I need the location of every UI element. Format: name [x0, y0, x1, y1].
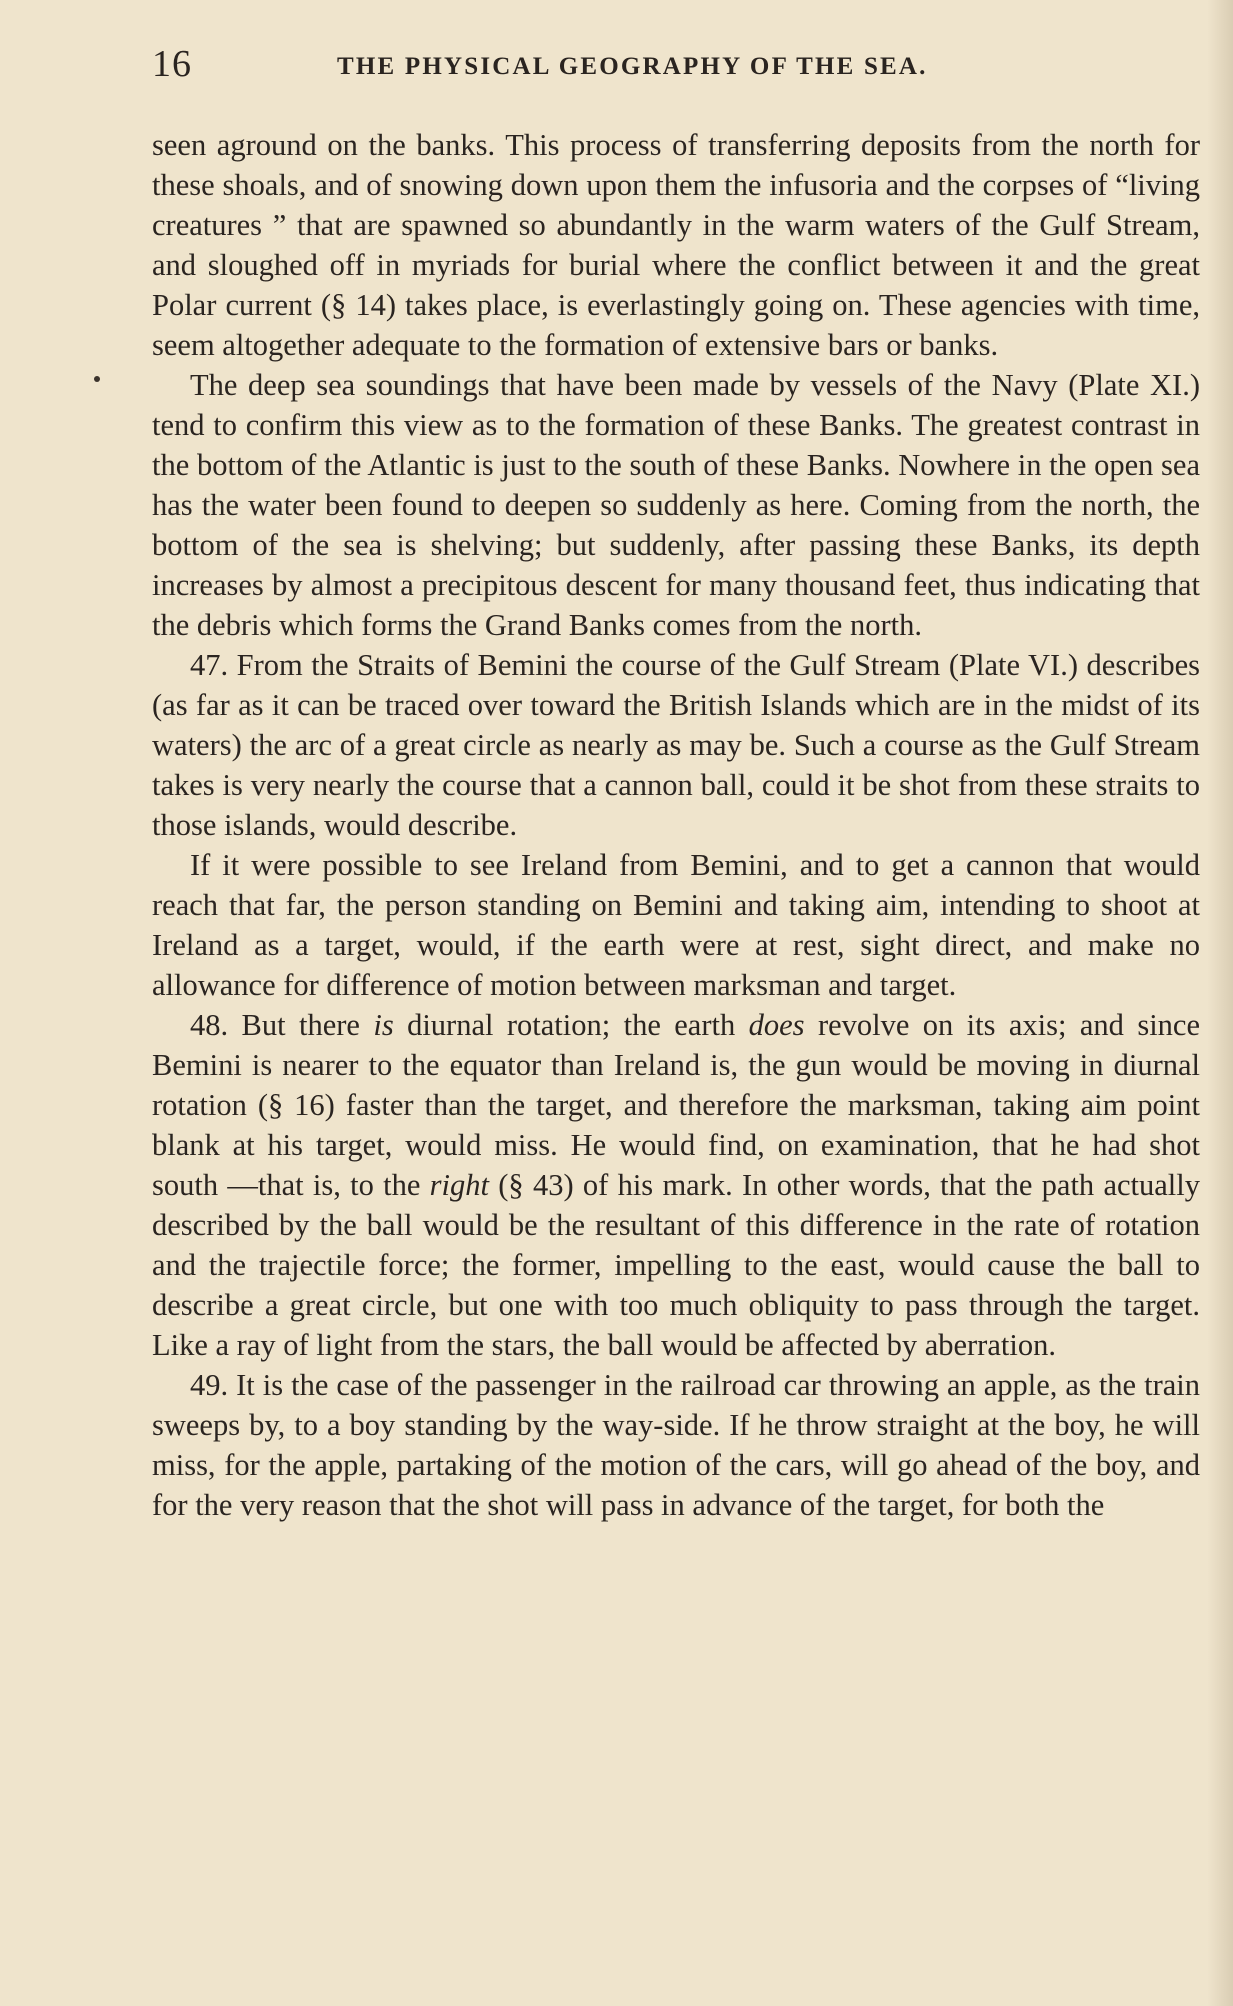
- paragraph-2: The deep sea soundings that have been made by vessels of the Navy (Plate XI.) tend to confirm this view as to the formation of these Banks. The greatest contrast in the bottom of the Atlantic is just to the south of these Banks. Nowhere in the open sea has the water been found to deepen so suddenly as here. Coming from the north, the bottom of the sea is shelving; but suddenly, after passing these Banks, its depth increases by almost a precipitous descent for many thousand feet, thus indicating that the debris which forms the Grand Banks comes from the north.: [152, 368, 1200, 642]
- page-header: [152, 38, 1200, 88]
- p5-text-a: 48. But there: [190, 1008, 374, 1042]
- p5-emphasis-right: right: [429, 1168, 489, 1202]
- paragraph-5-section-48: [152, 1005, 1200, 1365]
- p5-text-e: revolve on its axis; and since Bemini is nearer to the equator than Ireland is, the gun would be moving in diurnal rotation (§ 16) faster than the target, and therefore the marksman, taking aim point blank at his target, would miss. He would find, on examination, that he had shot south —that is, to the: [152, 1008, 1200, 1202]
- p5-text-c: diurnal rotation; the earth: [393, 1008, 749, 1042]
- body-text: [152, 125, 1200, 1525]
- page-number: 16: [152, 43, 192, 85]
- paragraph-4: If it were possible to see Ireland from Bemini, and to get a cannon that would reach that far, the person standing on Bemini and taking aim, intending to shoot at Ireland as a target, would, if the earth were at rest, sight direct, and make no allowance for difference of motion between marksman and target.: [152, 848, 1200, 1002]
- p5-emphasis-is: is: [373, 1008, 394, 1042]
- p5-text-g: (§ 43) of his mark. In other words, that the path actually described by the ball would be the resultant of this difference in the rate of rotation and the trajectile force; the former, impelling to the east, would cause the ball to describe a great circle, but one with too much obliquity to pass through the target. Like a ray of light from the stars, the ball would be affected by aberration.: [152, 1168, 1200, 1362]
- paragraph-3-section-47: 47. From the Straits of Bemini the course of the Gulf Stream (Plate VI.) describes (as far as it can be traced over toward the British Islands which are in the midst of its waters) the arc of a great circle as nearly as may be. Such a course as the Gulf Stream takes is very nearly the course that a cannon ball, could it be shot from these straits to those islands, would describe.: [152, 648, 1200, 842]
- running-head: THE PHYSICAL GEOGRAPHY OF THE SEA.: [337, 53, 928, 80]
- p5-emphasis-does: does: [748, 1008, 805, 1042]
- paragraph-6-section-49: 49. It is the case of the passenger in the railroad car throwing an apple, as the train sweeps by, to a boy standing by the way-side. If he throw straight at the boy, he will miss, for the apple, partaking of the motion of the cars, will go ahead of the boy, and for the very reason that the shot will pass in advance of the target, for both the: [152, 1368, 1200, 1522]
- page-edge-shadow: [1207, 0, 1233, 2006]
- margin-mark: [94, 376, 100, 382]
- paragraph-1: seen aground on the banks. This process of transferring deposits from the north for these shoals, and of snowing down upon them the infusoria and the corpses of “living creatures ” that are spawned so abundantly in the warm waters of the Gulf Stream, and sloughed off in myriads for burial where the conflict between it and the great Polar current (§ 14) takes place, is everlastingly going on. These agencies with time, seem altogether adequate to the formation of extensive bars or banks.: [152, 128, 1200, 362]
